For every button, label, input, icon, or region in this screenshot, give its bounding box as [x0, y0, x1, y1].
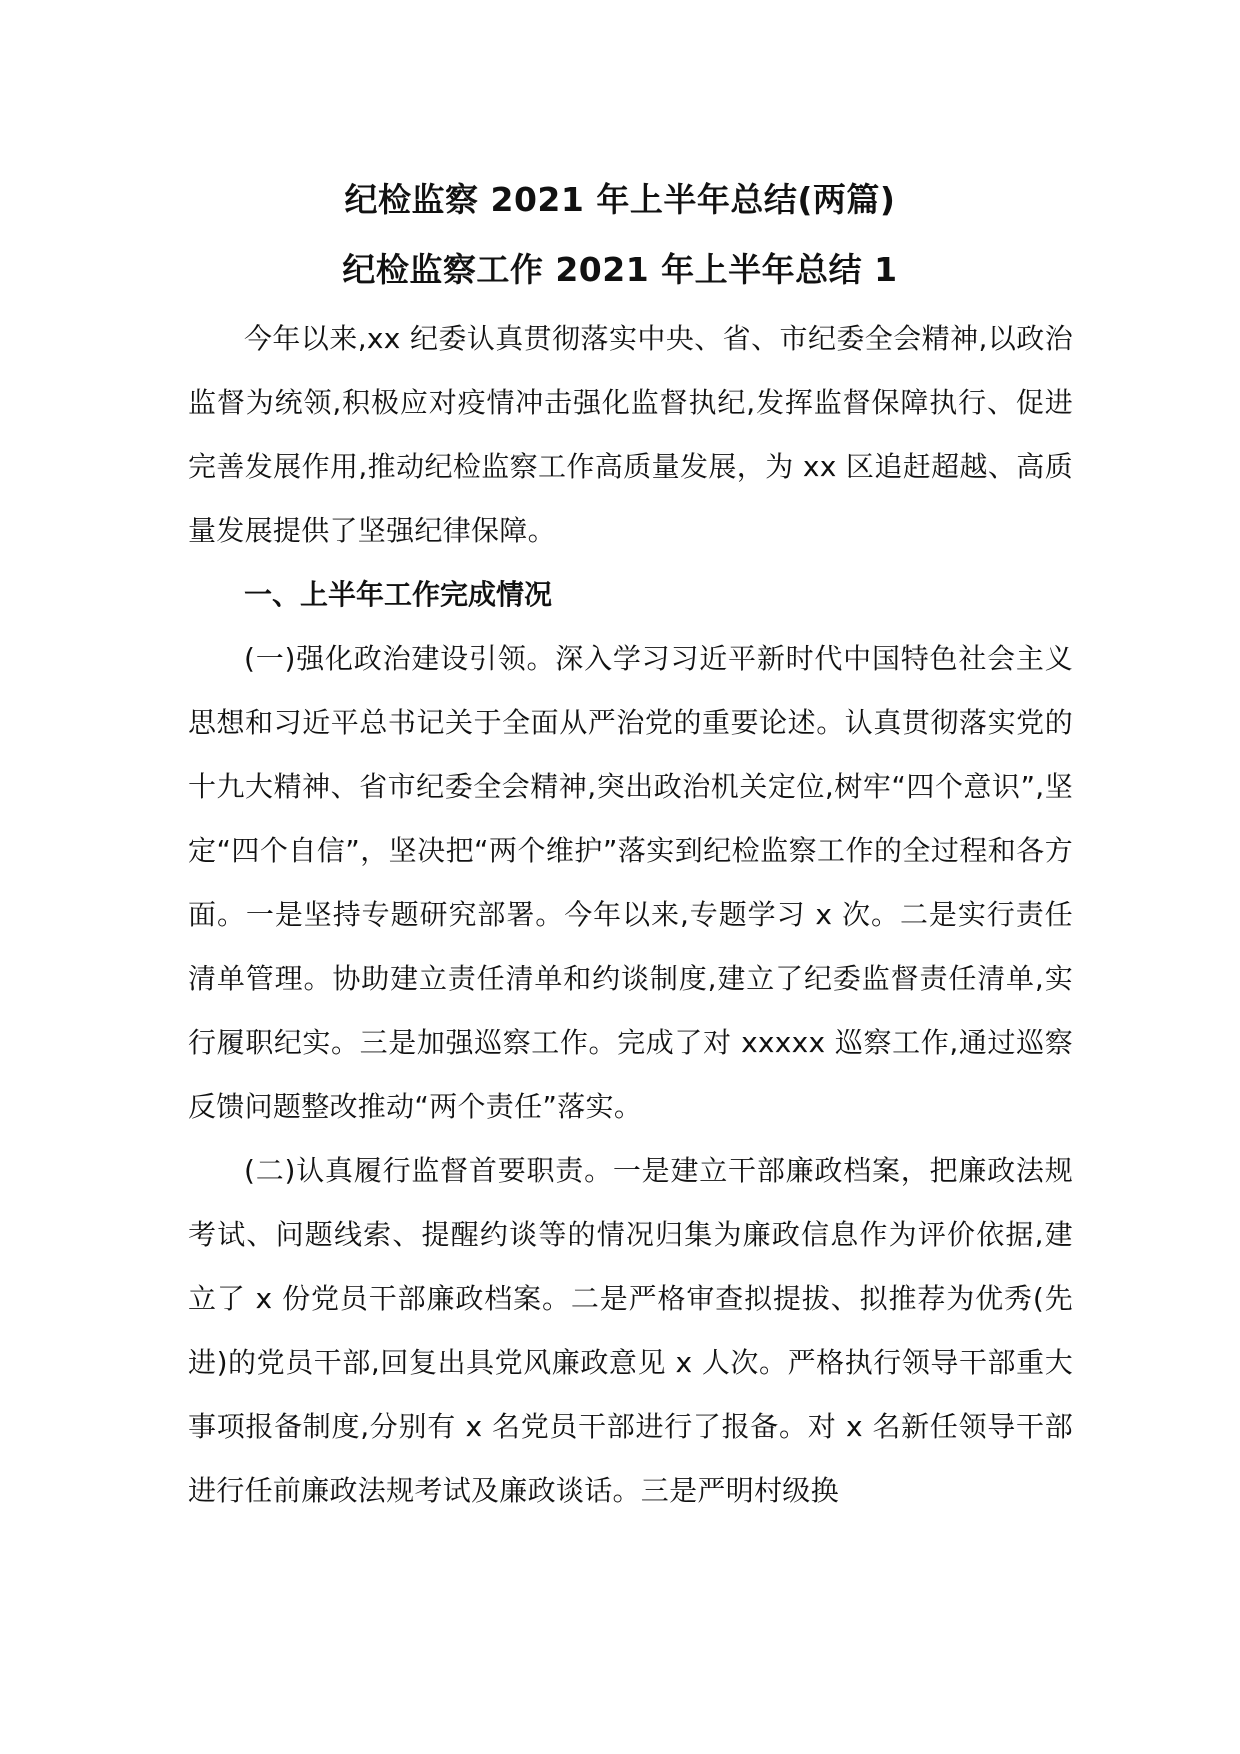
section-paragraph-1: (一)强化政治建设引领。深入学习习近平新时代中国特色社会主义思想和习近平总书记关于全面从严治党的重要论述。认真贯彻落实党的十九大精神、省市纪委全会精神,突出政治机关定位,树牢“四个意识”,坚定“四个自信”，坚决把“两个维护”落实到纪检监察工作的全过程和各方面。一是坚持专题研究部署。今年以来,专题学习 x 次。二是实行责任清单管理。协助建立责任清单和约谈制度,建立了纪委监督责任清单,实行履职纪实。三是加强巡察工作。完成了对 xxxxx 巡察工作,通过巡察反馈问题整改推动“两个责任”落实。 — [188, 642, 1073, 1123]
section-heading: 一、上半年工作完成情况 — [244, 578, 553, 611]
section-paragraph-2: (二)认真履行监督首要职责。一是建立干部廉政档案，把廉政法规考试、问题线索、提醒约谈等的情况归集为廉政信息作为评价依据,建立了 x 份党员干部廉政档案。二是严格审查拟提拔、拟推荐为优秀(先进)的党员干部,回复出具党风廉政意见 x 人次。严格执行领导干部重大事项报备制度,分别有 x 名党员干部进行了报备。对 x 名新任领导干部进行任前廉政法规考试及廉政谈话。三是严明村级换 — [188, 1154, 1073, 1507]
document-body — [188, 307, 1073, 1523]
document-title: 纪检监察 2021 年上半年总结(两篇) — [344, 180, 896, 219]
intro-paragraph: 今年以来,xx 纪委认真贯彻落实中央、省、市纪委全会精神,以政治监督为统领,积极应对疫情冲击强化监督执纪,发挥监督保障执行、促进完善发展作用,推动纪检监察工作高质量发展，为 xx 区追赶超越、高质量发展提供了坚强纪律保障。 — [188, 322, 1073, 547]
document-subtitle: 纪检监察工作 2021 年上半年总结 1 — [342, 250, 898, 289]
